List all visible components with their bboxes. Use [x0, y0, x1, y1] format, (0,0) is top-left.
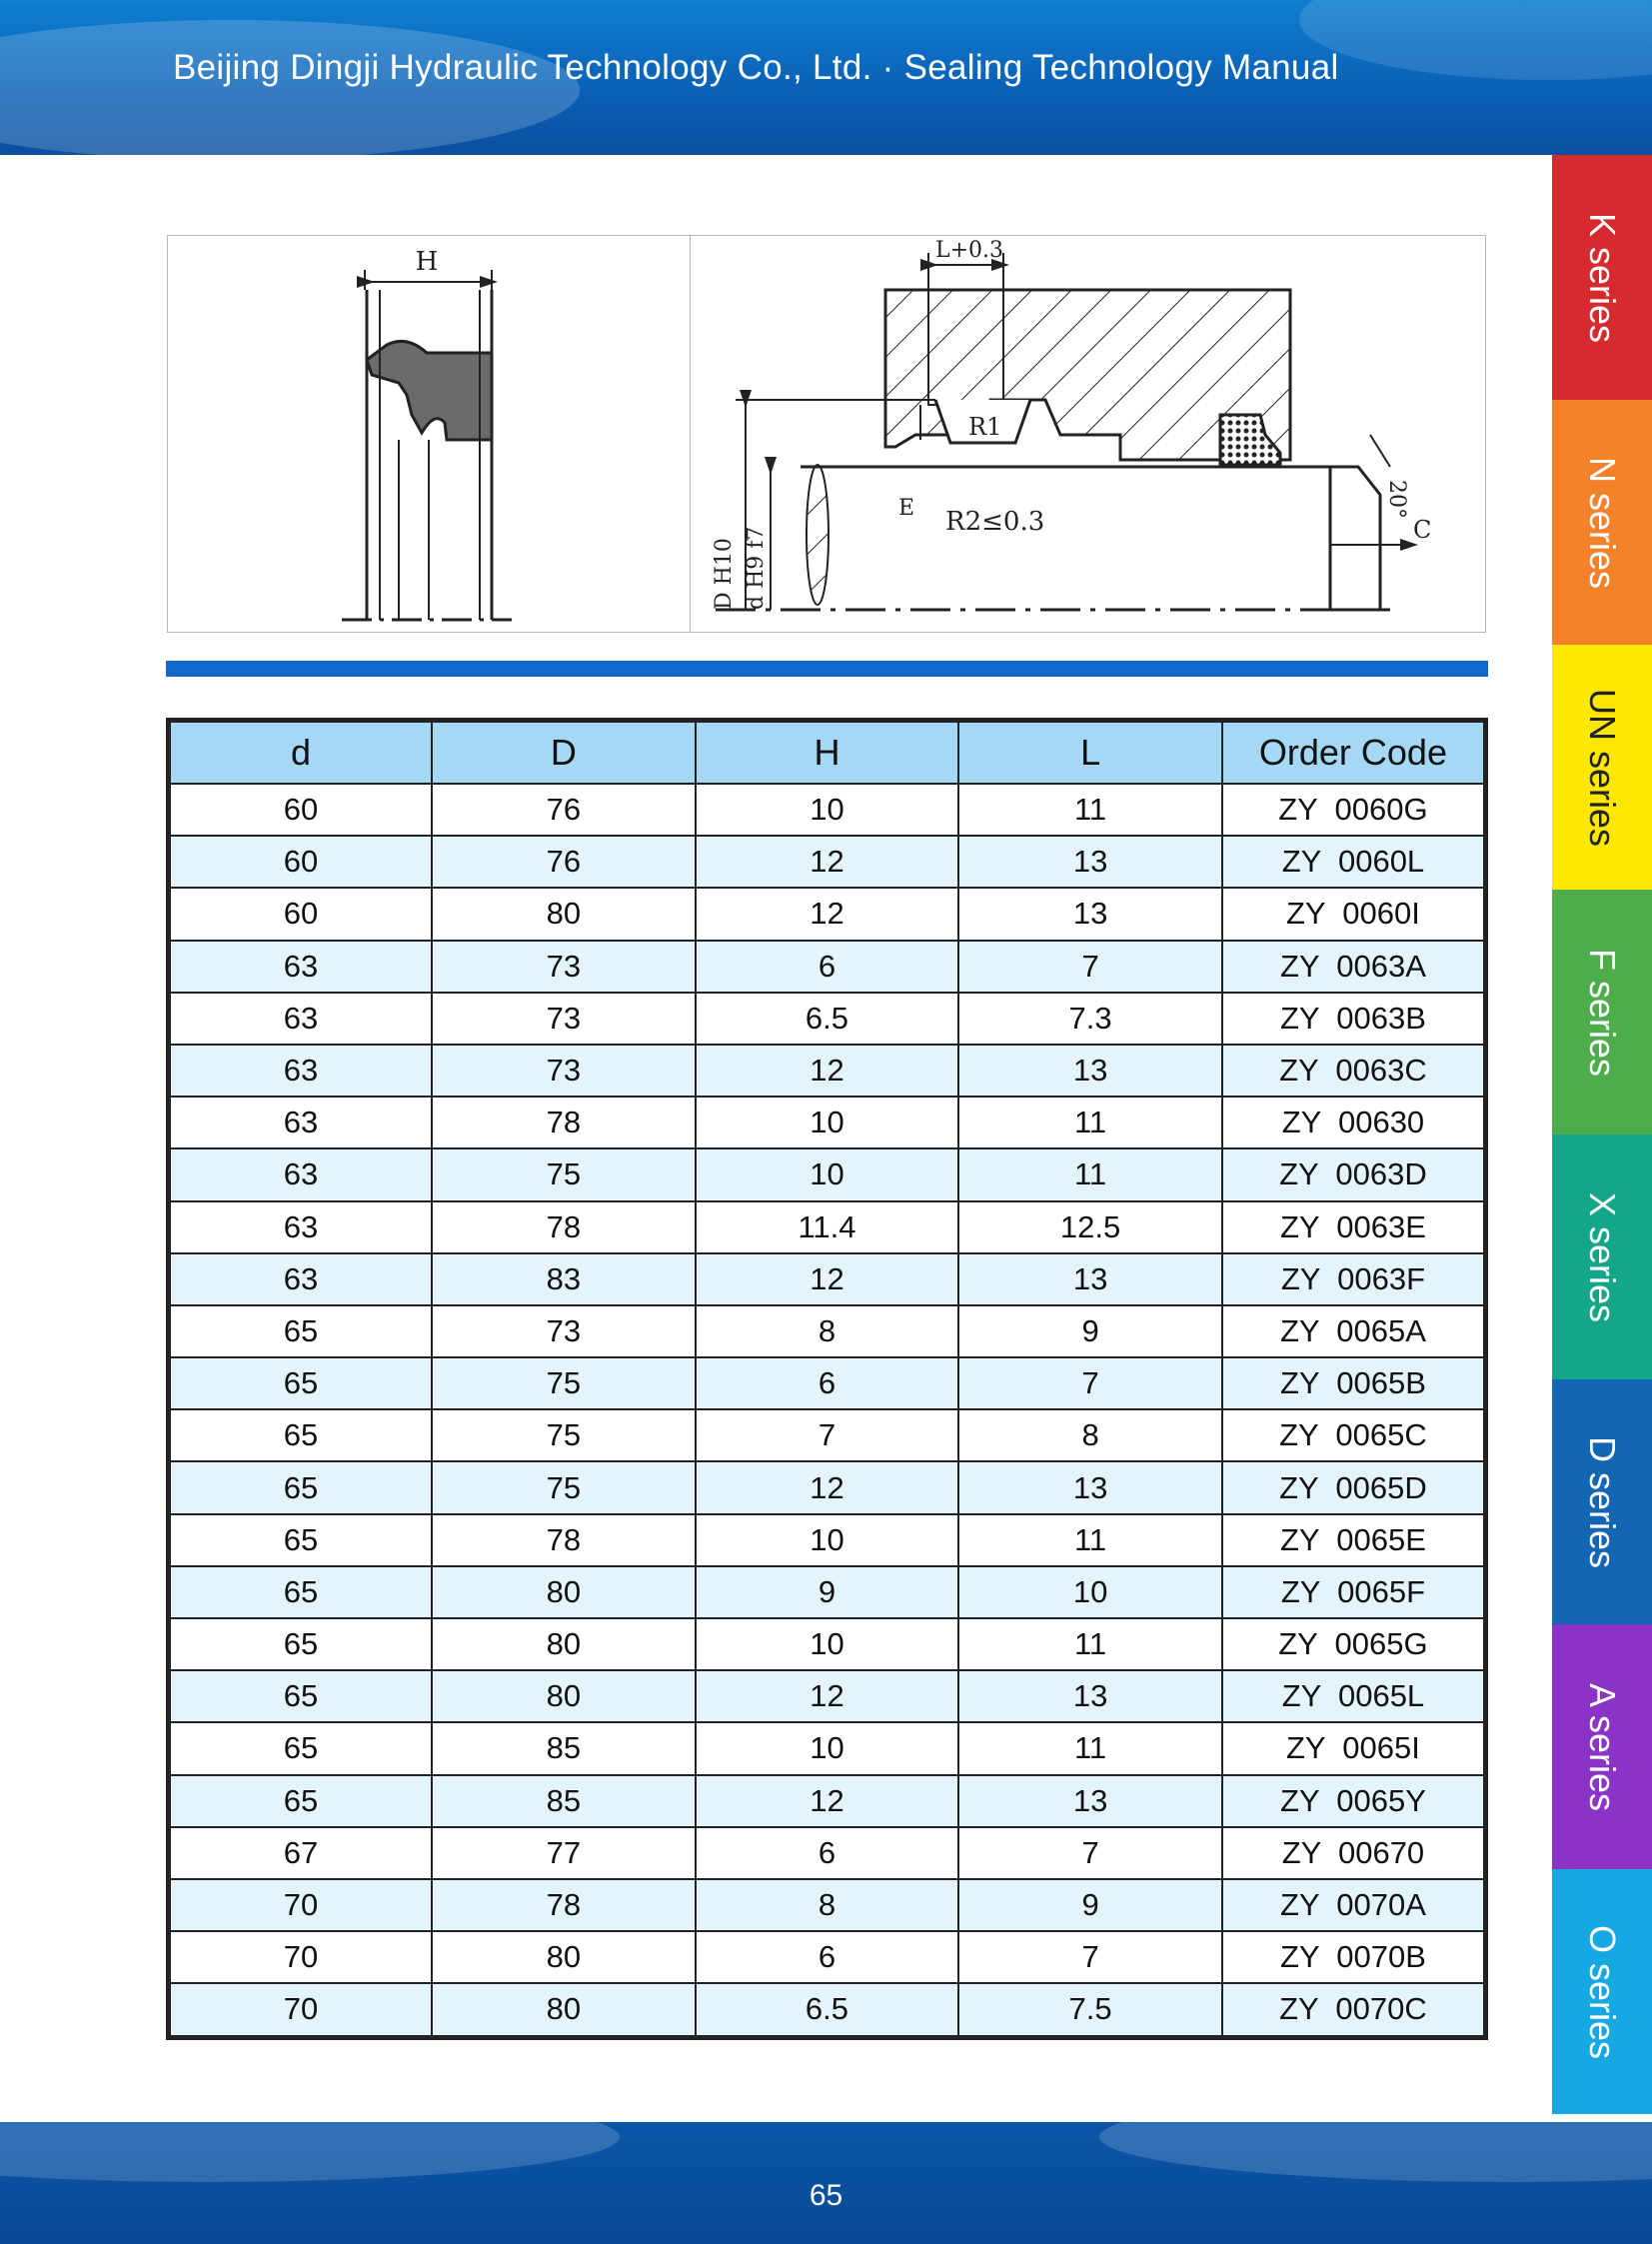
- table-cell: 85: [432, 1775, 696, 1827]
- series-tab-word: series: [1582, 492, 1623, 589]
- groove-label-c: C: [1413, 516, 1432, 544]
- table-cell: ZY 0063C: [1222, 1045, 1486, 1097]
- table-cell: 12.5: [958, 1201, 1222, 1253]
- table-cell: 78: [432, 1201, 696, 1253]
- table-cell: 65: [169, 1775, 433, 1827]
- table-cell: 75: [432, 1148, 696, 1200]
- table-cell: 13: [958, 1670, 1222, 1722]
- series-tab-label: [1581, 212, 1623, 342]
- table-row: [169, 1097, 1486, 1148]
- series-tab-letter: O: [1582, 1924, 1623, 1953]
- table-cell: 63: [169, 1253, 433, 1305]
- table-cell: 10: [696, 1148, 959, 1200]
- dimension-label-h: H: [415, 247, 439, 277]
- table-row: [169, 1253, 1486, 1305]
- table-cell: ZY 0065F: [1222, 1566, 1486, 1618]
- series-tabs: [1552, 155, 1652, 2114]
- table-cell: 7: [958, 941, 1222, 993]
- series-tab-letter: F: [1582, 948, 1623, 971]
- series-tab-label: [1581, 1435, 1623, 1567]
- table-cell: 11.4: [696, 1201, 959, 1253]
- header-decoration: [1299, 0, 1652, 80]
- table-cell: 75: [432, 1357, 696, 1409]
- table-row: [169, 1357, 1486, 1409]
- table-cell: 78: [432, 1097, 696, 1148]
- table-cell: 8: [696, 1879, 959, 1931]
- series-tab-letter: D: [1582, 1435, 1623, 1462]
- table-header-row: [169, 721, 1486, 785]
- dimension-table-wrapper: [166, 718, 1488, 2040]
- table-cell: 10: [958, 1566, 1222, 1618]
- table-cell: 63: [169, 1201, 433, 1253]
- table-cell: 12: [696, 1253, 959, 1305]
- table-cell: 10: [696, 1722, 959, 1774]
- table-cell: 70: [169, 1983, 433, 2037]
- table-row: [169, 1618, 1486, 1670]
- table-cell: 7.3: [958, 993, 1222, 1045]
- table-row: [169, 1670, 1486, 1722]
- series-tab-letter: UN: [1582, 688, 1623, 741]
- table-cell: 73: [432, 941, 696, 993]
- series-tab-letter: N: [1582, 456, 1623, 483]
- table-cell: 63: [169, 993, 433, 1045]
- table-cell: 73: [432, 993, 696, 1045]
- table-cell: ZY 0060I: [1222, 888, 1486, 940]
- page-header: [0, 0, 1652, 155]
- table-cell: 13: [958, 1775, 1222, 1827]
- table-cell: ZY 00630: [1222, 1097, 1486, 1148]
- series-tab-word: series: [1582, 1471, 1623, 1568]
- series-tab[interactable]: [1552, 1379, 1652, 1624]
- section-divider-bar: [166, 661, 1488, 677]
- column-header-h: H: [696, 721, 959, 785]
- table-cell: 80: [432, 888, 696, 940]
- table-cell: 76: [432, 784, 696, 836]
- series-tab[interactable]: [1552, 1624, 1652, 1869]
- table-cell: 7.5: [958, 1983, 1222, 2037]
- table-cell: 9: [696, 1566, 959, 1618]
- table-cell: 6.5: [696, 1983, 959, 2037]
- groove-label-l: L+0.3: [935, 238, 1004, 263]
- series-tab-label: [1581, 1191, 1623, 1321]
- table-cell: ZY 0065G: [1222, 1618, 1486, 1670]
- groove-label-angle: 20°: [1384, 480, 1409, 519]
- table-row: [169, 1305, 1486, 1357]
- table-cell: 63: [169, 1045, 433, 1097]
- series-tab-word: series: [1582, 1225, 1623, 1322]
- table-row: [169, 993, 1486, 1045]
- series-tab-label: [1581, 1924, 1623, 2058]
- table-cell: 9: [958, 1879, 1222, 1931]
- table-cell: 65: [169, 1722, 433, 1774]
- table-row: [169, 1045, 1486, 1097]
- series-tab-letter: K: [1582, 212, 1623, 237]
- table-row: [169, 1514, 1486, 1566]
- series-tab-word: series: [1582, 1962, 1623, 2059]
- table-cell: 73: [432, 1045, 696, 1097]
- groove-label-r2: R2≤0.3: [945, 507, 1045, 537]
- table-row: [169, 1409, 1486, 1461]
- table-cell: ZY 0063B: [1222, 993, 1486, 1045]
- series-tab-label: [1581, 456, 1623, 588]
- table-row: [169, 888, 1486, 940]
- series-tab-label: [1581, 1682, 1623, 1810]
- table-row: [169, 1827, 1486, 1879]
- table-cell: ZY 0063E: [1222, 1201, 1486, 1253]
- seal-cross-section-diagram: [167, 235, 690, 633]
- table-cell: 80: [432, 1931, 696, 1983]
- table-cell: 13: [958, 888, 1222, 940]
- table-cell: 10: [696, 1514, 959, 1566]
- table-cell: ZY 0070B: [1222, 1931, 1486, 1983]
- table-cell: ZY 0065A: [1222, 1305, 1486, 1357]
- table-cell: 63: [169, 1148, 433, 1200]
- table-cell: 13: [958, 836, 1222, 888]
- column-header-order-code: Order Code: [1222, 721, 1486, 785]
- manual-title: Beijing Dingji Hydraulic Technology Co., Ltd. · Sealing Technology Manual: [173, 48, 1339, 87]
- series-tab[interactable]: [1552, 155, 1652, 400]
- table-cell: 8: [696, 1305, 959, 1357]
- groove-label-e: E: [898, 496, 915, 521]
- table-row: [169, 1931, 1486, 1983]
- table-cell: 80: [432, 1983, 696, 2037]
- series-tab-word: series: [1582, 246, 1623, 343]
- table-cell: 78: [432, 1879, 696, 1931]
- table-cell: 11: [958, 1148, 1222, 1200]
- table-cell: 67: [169, 1827, 433, 1879]
- table-cell: ZY 0070A: [1222, 1879, 1486, 1931]
- table-cell: 6: [696, 941, 959, 993]
- table-cell: 7: [958, 1931, 1222, 1983]
- table-cell: 12: [696, 1045, 959, 1097]
- table-cell: 85: [432, 1722, 696, 1774]
- table-cell: 13: [958, 1045, 1222, 1097]
- table-body: [169, 784, 1486, 2037]
- series-tab-word: series: [1582, 750, 1623, 847]
- table-cell: 60: [169, 784, 433, 836]
- column-header-d-inner: d: [169, 721, 433, 785]
- table-cell: ZY 0065D: [1222, 1461, 1486, 1513]
- series-tab[interactable]: [1552, 890, 1652, 1134]
- table-cell: 10: [696, 1618, 959, 1670]
- table-row: [169, 1148, 1486, 1200]
- series-tab-label: [1581, 688, 1623, 846]
- table-cell: 11: [958, 1514, 1222, 1566]
- table-cell: 11: [958, 1722, 1222, 1774]
- table-row: [169, 1722, 1486, 1774]
- table-cell: 6: [696, 1827, 959, 1879]
- table-cell: ZY 0063F: [1222, 1253, 1486, 1305]
- series-tab-word: series: [1582, 1714, 1623, 1811]
- page-footer: [0, 2122, 1652, 2244]
- table-cell: 6: [696, 1357, 959, 1409]
- table-row: [169, 1461, 1486, 1513]
- table-cell: ZY 0065B: [1222, 1357, 1486, 1409]
- table-cell: ZY 0065E: [1222, 1514, 1486, 1566]
- table-cell: 6.5: [696, 993, 959, 1045]
- dimension-table: [166, 718, 1488, 2040]
- table-cell: 7: [958, 1357, 1222, 1409]
- table-cell: 63: [169, 941, 433, 993]
- table-cell: 77: [432, 1827, 696, 1879]
- table-cell: 70: [169, 1931, 433, 1983]
- table-cell: 60: [169, 888, 433, 940]
- table-cell: 75: [432, 1409, 696, 1461]
- table-cell: ZY 0065Y: [1222, 1775, 1486, 1827]
- table-cell: 63: [169, 1097, 433, 1148]
- table-cell: 9: [958, 1305, 1222, 1357]
- series-tab-letter: X: [1582, 1191, 1623, 1216]
- column-header-d-outer: D: [432, 721, 696, 785]
- table-cell: 60: [169, 836, 433, 888]
- table-cell: 80: [432, 1566, 696, 1618]
- table-cell: ZY 0065I: [1222, 1722, 1486, 1774]
- table-cell: 12: [696, 1461, 959, 1513]
- table-cell: 75: [432, 1461, 696, 1513]
- table-cell: 65: [169, 1461, 433, 1513]
- table-cell: 12: [696, 836, 959, 888]
- table-cell: ZY 0060G: [1222, 784, 1486, 836]
- table-cell: 65: [169, 1409, 433, 1461]
- groove-label-d-h9f7: d H9 f7: [744, 526, 769, 610]
- table-cell: ZY 0060L: [1222, 836, 1486, 888]
- table-cell: 13: [958, 1253, 1222, 1305]
- table-cell: 12: [696, 1775, 959, 1827]
- series-tab-word: series: [1582, 980, 1623, 1077]
- table-cell: 70: [169, 1879, 433, 1931]
- table-cell: 11: [958, 1618, 1222, 1670]
- table-cell: 7: [696, 1409, 959, 1461]
- table-row: [169, 1879, 1486, 1931]
- column-header-l: L: [958, 721, 1222, 785]
- table-row: [169, 1201, 1486, 1253]
- table-cell: 8: [958, 1409, 1222, 1461]
- series-tab[interactable]: [1552, 400, 1652, 645]
- table-cell: 80: [432, 1618, 696, 1670]
- table-cell: 76: [432, 836, 696, 888]
- table-cell: 65: [169, 1566, 433, 1618]
- groove-label-r1: R1: [968, 413, 1002, 441]
- footer-decoration: [1099, 2122, 1652, 2182]
- table-cell: ZY 0065L: [1222, 1670, 1486, 1722]
- table-cell: 11: [958, 784, 1222, 836]
- table-cell: 83: [432, 1253, 696, 1305]
- table-cell: ZY 0063A: [1222, 941, 1486, 993]
- table-cell: 65: [169, 1618, 433, 1670]
- table-row: [169, 1566, 1486, 1618]
- table-cell: 11: [958, 1097, 1222, 1148]
- table-cell: ZY 00670: [1222, 1827, 1486, 1879]
- groove-dimension-diagram: [691, 235, 1486, 633]
- table-row: [169, 784, 1486, 836]
- table-cell: ZY 0063D: [1222, 1148, 1486, 1200]
- footer-decoration: [0, 2122, 620, 2182]
- table-cell: ZY 0065C: [1222, 1409, 1486, 1461]
- table-cell: 65: [169, 1514, 433, 1566]
- table-cell: ZY 0070C: [1222, 1983, 1486, 2037]
- table-cell: 73: [432, 1305, 696, 1357]
- table-cell: 65: [169, 1670, 433, 1722]
- groove-label-d-h10: D H10: [712, 538, 737, 610]
- table-cell: 80: [432, 1670, 696, 1722]
- series-tab[interactable]: [1552, 1869, 1652, 2114]
- series-tab[interactable]: [1552, 1134, 1652, 1379]
- table-row: [169, 1775, 1486, 1827]
- table-row: [169, 1983, 1486, 2037]
- table-cell: 78: [432, 1514, 696, 1566]
- table-cell: 65: [169, 1357, 433, 1409]
- table-cell: 65: [169, 1305, 433, 1357]
- table-row: [169, 941, 1486, 993]
- table-cell: 6: [696, 1931, 959, 1983]
- table-row: [169, 836, 1486, 888]
- series-tab-letter: A: [1582, 1682, 1623, 1705]
- table-cell: 10: [696, 1097, 959, 1148]
- table-cell: 7: [958, 1827, 1222, 1879]
- table-cell: 12: [696, 888, 959, 940]
- table-cell: 10: [696, 784, 959, 836]
- table-cell: 12: [696, 1670, 959, 1722]
- series-tab-label: [1581, 948, 1623, 1076]
- page-number: 65: [809, 2179, 843, 2212]
- series-tab[interactable]: [1552, 645, 1652, 890]
- table-cell: 13: [958, 1461, 1222, 1513]
